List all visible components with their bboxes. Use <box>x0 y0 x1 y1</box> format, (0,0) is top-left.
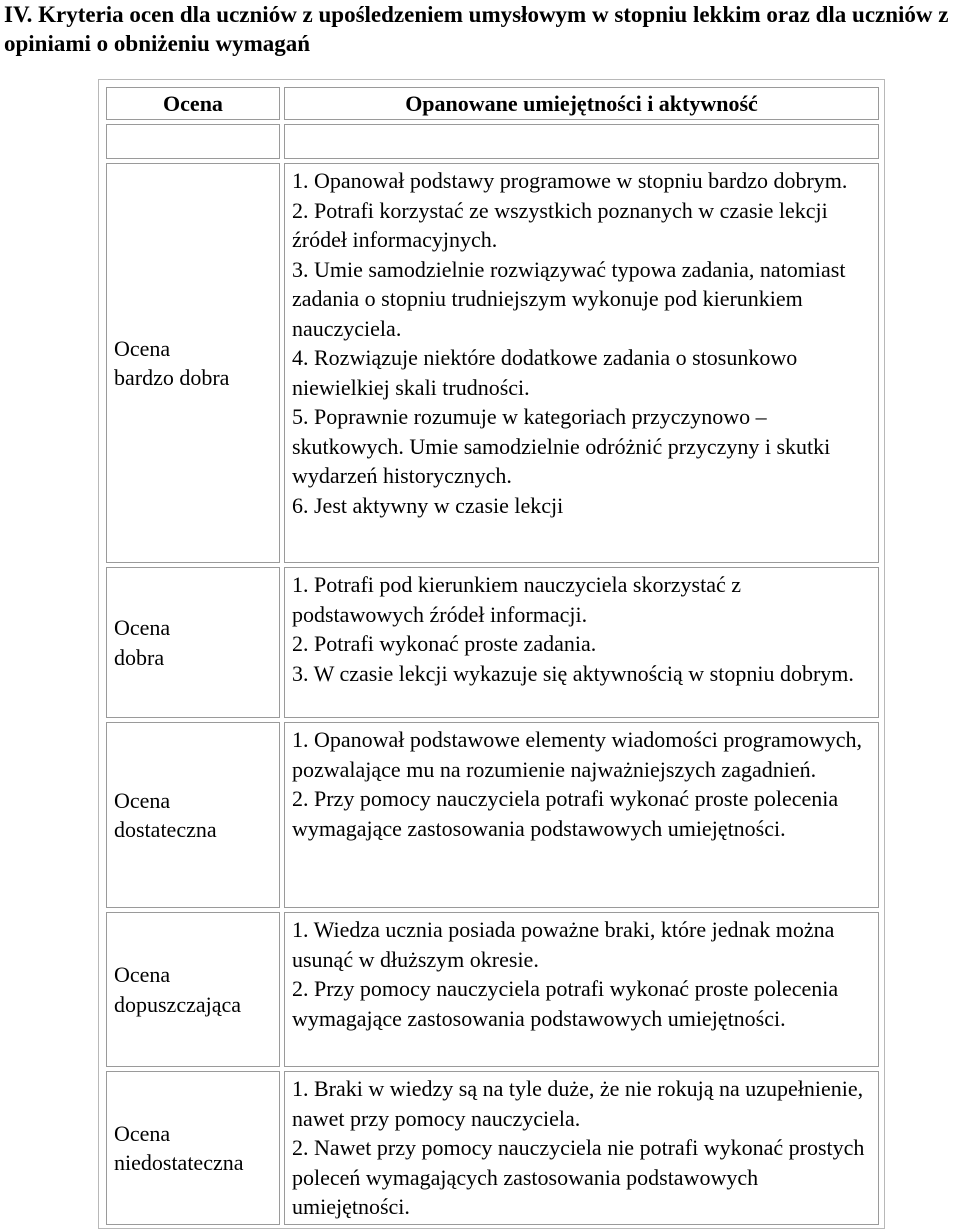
list-item: 2. Przy pomocy nauczyciela potrafi wykonać proste polecenia wymagające zastosowania podstawowych umiejętności. <box>292 976 839 1031</box>
grade-label: Ocena <box>114 787 171 813</box>
grade-name: dobra <box>114 644 165 670</box>
list-item: 1. Wiedza ucznia posiada poważne braki, które jednak można usunąć w dłuższym okresie. <box>292 917 835 972</box>
grade-label: Ocena <box>114 615 171 640</box>
grade-cell-niedostateczna <box>106 1071 280 1225</box>
skills-cell-dostateczna <box>284 722 879 908</box>
list-item: 1. Potrafi pod kierunkiem nauczyciela skorzystać z podstawowych źródeł informacji. <box>292 572 742 627</box>
grade-name: dopuszczająca <box>114 991 242 1017</box>
list-item: 3. Umie samodzielnie rozwiązywać typowa zadania, natomiast zadania o stopniu trudniejszym wykonuje pod kierunkiem nauczyciela. <box>292 256 846 341</box>
list-item: 5. Poprawnie rozumuje w kategoriach przyczynowo – skutkowych. Umie samodzielnie odróżnić przyczyny i skutki wydarzeń historycznych. <box>292 404 831 488</box>
skills-cell-niedostateczna <box>284 1071 879 1225</box>
grade-cell-bardzo-dobra <box>106 163 280 563</box>
list-item: 3. W czasie lekcji wykazuje się aktywnością w stopniu dobrym. <box>292 660 854 686</box>
grade-name: dostateczna <box>114 817 217 842</box>
list-item: 2. Nawet przy pomocy nauczyciela nie potrafi wykonać prostych poleceń wymagających zastosowania podstawowych umiejętności. <box>292 1135 865 1219</box>
empty-cell <box>284 124 879 159</box>
list-item: 1. Opanował podstawowe elementy wiadomości programowych, pozwalające mu na rozumienie najważniejszych zagadnień. <box>292 727 863 782</box>
grade-label: Ocena <box>114 1120 171 1146</box>
list-item: 1. Opanował podstawy programowe w stopniu bardzo dobrym. <box>292 168 848 193</box>
grade-cell-dostateczna <box>106 722 280 908</box>
list-item: 2. Potrafi korzystać ze wszystkich poznanych w czasie lekcji źródeł informacyjnych. <box>292 197 828 252</box>
list-item: 1. Braki w wiedzy są na tyle duże, że nie rokują na uzupełnienie, nawet przy pomocy nauczyciela. <box>292 1076 864 1131</box>
grade-label: Ocena <box>114 962 171 987</box>
header-cell-skills: Opanowane umiejętności i aktywność <box>284 87 879 120</box>
list-item: 2. Potrafi wykonać proste zadania. <box>292 631 597 656</box>
grade-label: Ocena <box>114 335 171 361</box>
skills-cell-dobra <box>284 567 879 718</box>
list-item: 4. Rozwiązuje niektóre dodatkowe zadania o stosunkowo niewielkiej skali trudności. <box>292 345 798 400</box>
grade-name: niedostateczna <box>114 1150 244 1175</box>
grade-cell-dobra <box>106 567 280 718</box>
header-cell-grade: Ocena <box>106 87 280 120</box>
empty-cell <box>106 124 280 159</box>
skills-cell-dopuszczajaca <box>284 912 879 1067</box>
list-item: 2. Przy pomocy nauczyciela potrafi wykonać proste polecenia wymagające zastosowania podstawowych umiejętności. <box>292 786 839 841</box>
page-heading: IV. Kryteria ocen dla uczniów z upośledzeniem umysłowym w stopniu lekkim oraz dla uczniów z opiniami o obniżeniu wymagań <box>4 2 949 56</box>
skills-cell-bardzo-dobra <box>284 163 879 563</box>
list-item: 6. Jest aktywny w czasie lekcji <box>292 492 564 518</box>
grade-cell-dopuszczajaca <box>106 912 280 1067</box>
grade-name: bardzo dobra <box>114 365 230 390</box>
